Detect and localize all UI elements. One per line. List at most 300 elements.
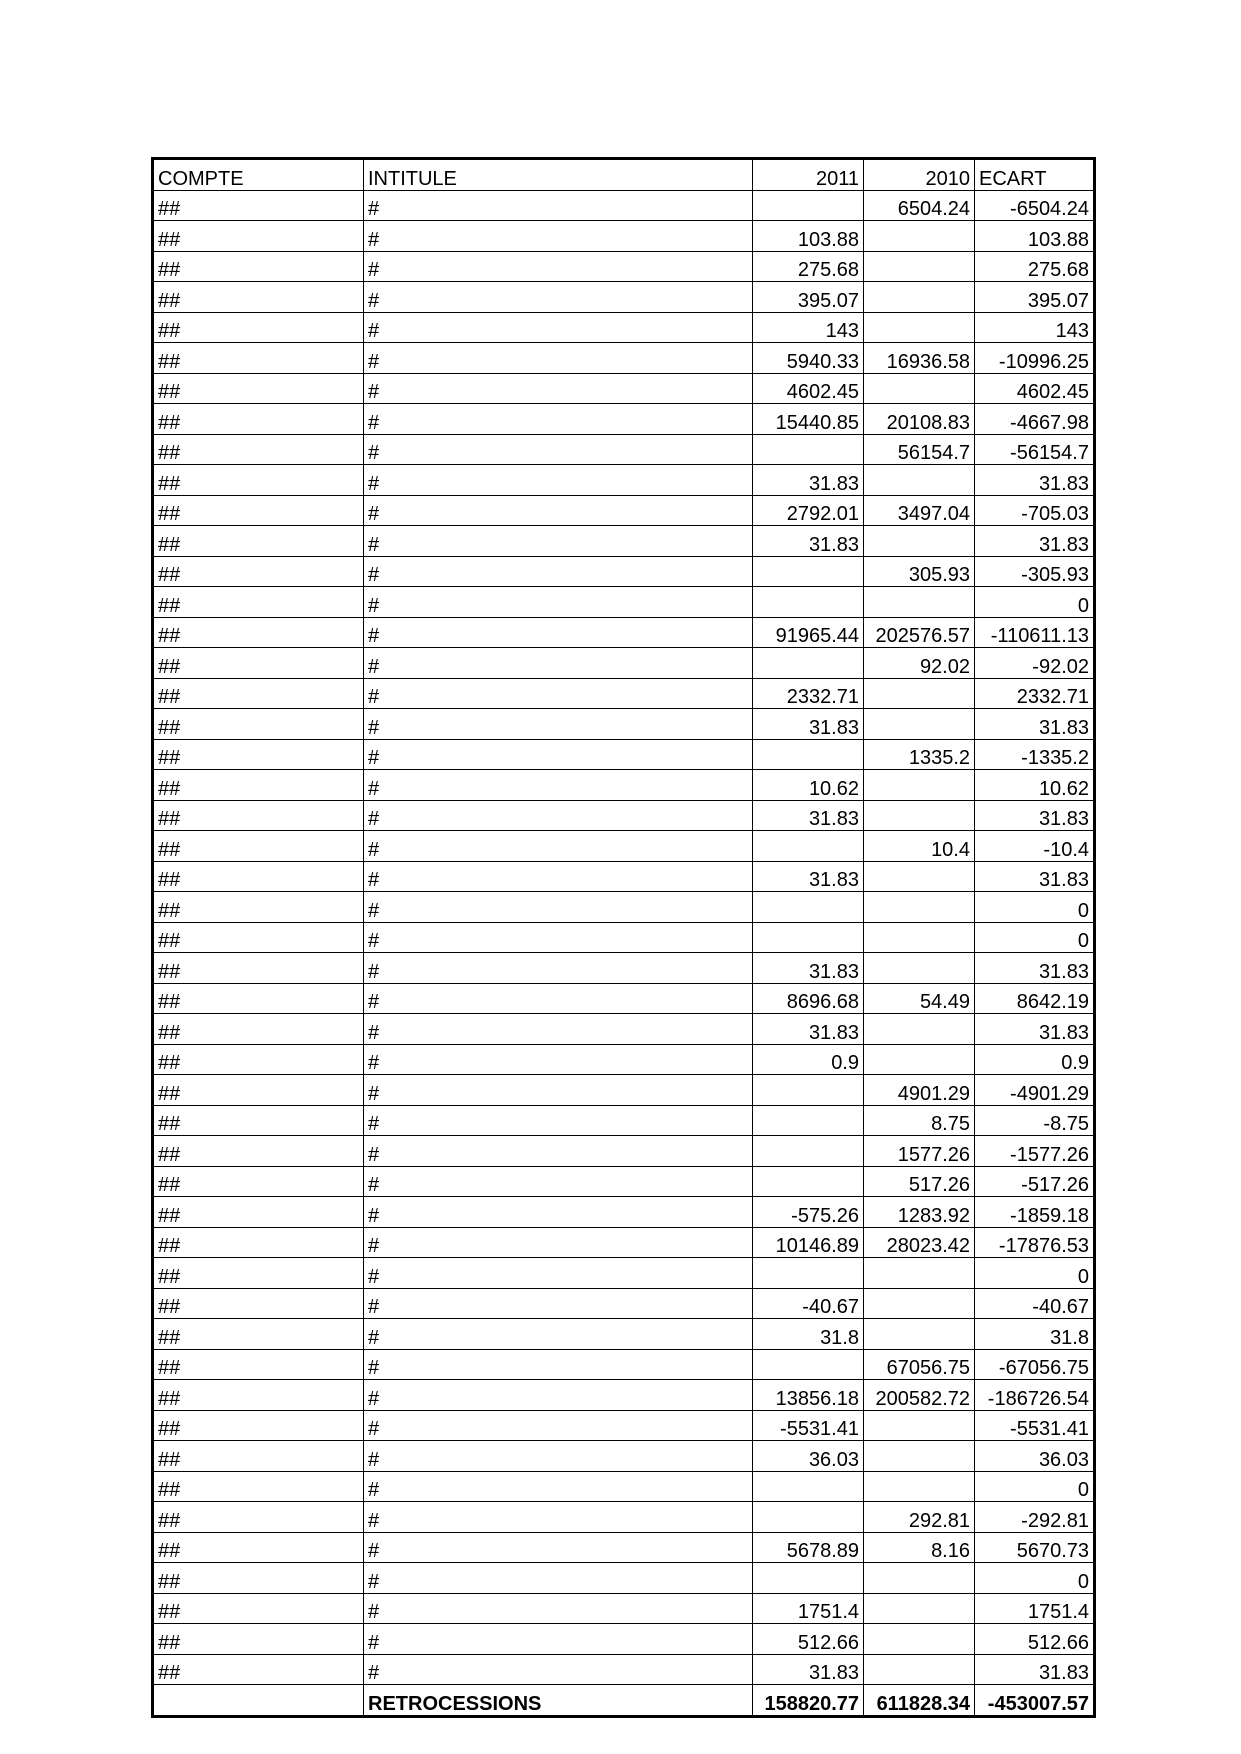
cell-compte: ##: [153, 1136, 364, 1167]
table-row: [153, 861, 1095, 892]
cell-2011: [753, 1502, 864, 1533]
table-row: [153, 1197, 1095, 1228]
cell-ecart: 0: [975, 892, 1095, 923]
cell-ecart: 5670.73: [975, 1532, 1095, 1563]
cell-2011: 31.83: [753, 1654, 864, 1685]
cell-ecart: -8.75: [975, 1105, 1095, 1136]
cell-intitule: #: [364, 892, 753, 923]
cell-intitule: #: [364, 373, 753, 404]
table-row: [153, 1166, 1095, 1197]
cell-intitule: #: [364, 587, 753, 618]
cell-compte: ##: [153, 1075, 364, 1106]
cell-2010: [864, 1593, 975, 1624]
cell-2010: 6504.24: [864, 190, 975, 221]
cell-2010: 8.16: [864, 1532, 975, 1563]
cell-2010: [864, 1044, 975, 1075]
table-row: [153, 1136, 1095, 1167]
cell-ecart: 31.83: [975, 800, 1095, 831]
table-row: [153, 678, 1095, 709]
cell-intitule: #: [364, 251, 753, 282]
table-row: [153, 587, 1095, 618]
cell-intitule: #: [364, 800, 753, 831]
cell-intitule: #: [364, 312, 753, 343]
cell-2011: 10.62: [753, 770, 864, 801]
cell-compte: ##: [153, 1288, 364, 1319]
cell-2010: [864, 1410, 975, 1441]
table-row: [153, 831, 1095, 862]
cell-2011: 5678.89: [753, 1532, 864, 1563]
cell-compte: ##: [153, 1624, 364, 1655]
cell-compte: ##: [153, 434, 364, 465]
cell-2011: 2792.01: [753, 495, 864, 526]
cell-intitule: #: [364, 1258, 753, 1289]
cell-compte: ##: [153, 190, 364, 221]
table-row: [153, 1441, 1095, 1472]
cell-compte: ##: [153, 1044, 364, 1075]
table-row: [153, 1075, 1095, 1106]
cell-2010: 292.81: [864, 1502, 975, 1533]
cell-2011: 91965.44: [753, 617, 864, 648]
cell-2011: [753, 1349, 864, 1380]
header-ecart: ECART: [975, 159, 1095, 191]
cell-intitule: #: [364, 1105, 753, 1136]
cell-2010: [864, 465, 975, 496]
cell-2011: [753, 1166, 864, 1197]
cell-2010: 67056.75: [864, 1349, 975, 1380]
cell-2010: [864, 312, 975, 343]
cell-ecart: -10996.25: [975, 343, 1095, 374]
cell-2011: [753, 556, 864, 587]
table-row: [153, 983, 1095, 1014]
cell-2010: [864, 1288, 975, 1319]
cell-2010: [864, 1471, 975, 1502]
cell-ecart: -305.93: [975, 556, 1095, 587]
table-row: [153, 1502, 1095, 1533]
cell-ecart: 512.66: [975, 1624, 1095, 1655]
cell-2010: 20108.83: [864, 404, 975, 435]
cell-2011: 31.83: [753, 1014, 864, 1045]
table-row: [153, 221, 1095, 252]
cell-2011: [753, 1258, 864, 1289]
cell-intitule: #: [364, 1319, 753, 1350]
cell-compte: ##: [153, 953, 364, 984]
header-intitule: INTITULE: [364, 159, 753, 191]
cell-ecart: -10.4: [975, 831, 1095, 862]
cell-2010: 200582.72: [864, 1380, 975, 1411]
cell-2010: [864, 282, 975, 313]
cell-ecart: 2332.71: [975, 678, 1095, 709]
table-row: [153, 251, 1095, 282]
table-row: [153, 282, 1095, 313]
cell-intitule: #: [364, 1044, 753, 1075]
cell-2011: [753, 1563, 864, 1594]
cell-intitule: #: [364, 953, 753, 984]
cell-intitule: #: [364, 1593, 753, 1624]
spreadsheet-page: [151, 157, 1093, 1718]
cell-ecart: 0.9: [975, 1044, 1095, 1075]
table-row: [153, 800, 1095, 831]
cell-2011: 13856.18: [753, 1380, 864, 1411]
cell-ecart: -705.03: [975, 495, 1095, 526]
cell-2011: 143: [753, 312, 864, 343]
cell-2010: [864, 678, 975, 709]
cell-intitule: #: [364, 709, 753, 740]
cell-2011: -5531.41: [753, 1410, 864, 1441]
cell-ecart: -40.67: [975, 1288, 1095, 1319]
cell-intitule: #: [364, 1014, 753, 1045]
cell-2011: 103.88: [753, 221, 864, 252]
table-row: [153, 709, 1095, 740]
cell-ecart: -4901.29: [975, 1075, 1095, 1106]
total-cell-intitule: RETROCESSIONS: [364, 1685, 753, 1717]
table-row: [153, 1014, 1095, 1045]
cell-intitule: #: [364, 1624, 753, 1655]
cell-compte: ##: [153, 861, 364, 892]
cell-ecart: -5531.41: [975, 1410, 1095, 1441]
header-2010: 2010: [864, 159, 975, 191]
cell-2011: [753, 648, 864, 679]
cell-intitule: #: [364, 831, 753, 862]
total-row: [153, 1685, 1095, 1717]
cell-intitule: #: [364, 1532, 753, 1563]
cell-compte: ##: [153, 648, 364, 679]
cell-2011: 31.83: [753, 800, 864, 831]
cell-intitule: #: [364, 1166, 753, 1197]
cell-2010: 16936.58: [864, 343, 975, 374]
cell-2011: 15440.85: [753, 404, 864, 435]
cell-2010: 8.75: [864, 1105, 975, 1136]
table-row: [153, 1349, 1095, 1380]
cell-2010: 92.02: [864, 648, 975, 679]
cell-intitule: #: [364, 434, 753, 465]
table-row: [153, 556, 1095, 587]
cell-ecart: -4667.98: [975, 404, 1095, 435]
cell-compte: ##: [153, 221, 364, 252]
table-row: [153, 1624, 1095, 1655]
cell-2011: [753, 587, 864, 618]
cell-ecart: 0: [975, 922, 1095, 953]
cell-compte: ##: [153, 1105, 364, 1136]
total-cell-ecart: -453007.57: [975, 1685, 1095, 1717]
cell-ecart: -517.26: [975, 1166, 1095, 1197]
cell-compte: ##: [153, 1441, 364, 1472]
table-row: [153, 1288, 1095, 1319]
cell-compte: ##: [153, 587, 364, 618]
cell-ecart: -17876.53: [975, 1227, 1095, 1258]
cell-2011: 31.83: [753, 465, 864, 496]
cell-ecart: 0: [975, 587, 1095, 618]
cell-ecart: 8642.19: [975, 983, 1095, 1014]
table-row: [153, 1654, 1095, 1685]
cell-intitule: #: [364, 678, 753, 709]
cell-intitule: #: [364, 190, 753, 221]
cell-intitule: #: [364, 556, 753, 587]
table-row: [153, 953, 1095, 984]
table-row: [153, 1410, 1095, 1441]
cell-2011: -575.26: [753, 1197, 864, 1228]
cell-compte: ##: [153, 404, 364, 435]
cell-compte: ##: [153, 1654, 364, 1685]
cell-compte: ##: [153, 1410, 364, 1441]
cell-intitule: #: [364, 1563, 753, 1594]
cell-2010: 10.4: [864, 831, 975, 862]
cell-2010: [864, 373, 975, 404]
cell-compte: ##: [153, 1014, 364, 1045]
cell-ecart: 36.03: [975, 1441, 1095, 1472]
cell-intitule: #: [364, 1441, 753, 1472]
cell-compte: ##: [153, 678, 364, 709]
cell-2010: 202576.57: [864, 617, 975, 648]
cell-2010: [864, 709, 975, 740]
cell-compte: ##: [153, 556, 364, 587]
table-body: [153, 159, 1095, 1717]
table-row: [153, 495, 1095, 526]
cell-2011: 1751.4: [753, 1593, 864, 1624]
cell-ecart: 31.8: [975, 1319, 1095, 1350]
cell-intitule: #: [364, 770, 753, 801]
cell-2010: [864, 251, 975, 282]
cell-2011: 2332.71: [753, 678, 864, 709]
cell-2010: [864, 953, 975, 984]
cell-compte: ##: [153, 1319, 364, 1350]
cell-ecart: -292.81: [975, 1502, 1095, 1533]
cell-ecart: 0: [975, 1258, 1095, 1289]
cell-2010: 1335.2: [864, 739, 975, 770]
table-row: [153, 1044, 1095, 1075]
table-row: [153, 312, 1095, 343]
cell-ecart: 0: [975, 1471, 1095, 1502]
table-row: [153, 1532, 1095, 1563]
cell-2010: 305.93: [864, 556, 975, 587]
cell-2011: 5940.33: [753, 343, 864, 374]
cell-intitule: #: [364, 404, 753, 435]
cell-2010: [864, 587, 975, 618]
cell-2011: [753, 1136, 864, 1167]
cell-2011: [753, 892, 864, 923]
total-cell-compte: [153, 1685, 364, 1717]
cell-compte: ##: [153, 983, 364, 1014]
header-row: [153, 159, 1095, 191]
table-row: [153, 434, 1095, 465]
cell-2010: 1577.26: [864, 1136, 975, 1167]
cell-2011: 275.68: [753, 251, 864, 282]
cell-intitule: #: [364, 495, 753, 526]
cell-2010: [864, 922, 975, 953]
cell-ecart: -6504.24: [975, 190, 1095, 221]
cell-2011: 36.03: [753, 1441, 864, 1472]
cell-2011: [753, 1105, 864, 1136]
table-row: [153, 465, 1095, 496]
cell-compte: ##: [153, 373, 364, 404]
accounts-table: [151, 157, 1096, 1718]
table-row: [153, 1563, 1095, 1594]
cell-ecart: 395.07: [975, 282, 1095, 313]
table-row: [153, 526, 1095, 557]
cell-2010: [864, 526, 975, 557]
cell-intitule: #: [364, 617, 753, 648]
cell-compte: ##: [153, 1227, 364, 1258]
cell-2010: 1283.92: [864, 1197, 975, 1228]
cell-2010: [864, 800, 975, 831]
cell-2011: 395.07: [753, 282, 864, 313]
cell-compte: ##: [153, 831, 364, 862]
cell-2010: 28023.42: [864, 1227, 975, 1258]
cell-compte: ##: [153, 892, 364, 923]
cell-2010: [864, 1563, 975, 1594]
cell-intitule: #: [364, 983, 753, 1014]
cell-compte: ##: [153, 617, 364, 648]
cell-intitule: #: [364, 1654, 753, 1685]
cell-ecart: -110611.13: [975, 617, 1095, 648]
cell-2011: 10146.89: [753, 1227, 864, 1258]
cell-2010: 54.49: [864, 983, 975, 1014]
cell-compte: ##: [153, 465, 364, 496]
cell-intitule: #: [364, 1471, 753, 1502]
table-row: [153, 1471, 1095, 1502]
cell-2011: [753, 1075, 864, 1106]
cell-2010: 56154.7: [864, 434, 975, 465]
cell-compte: ##: [153, 343, 364, 374]
cell-2011: 4602.45: [753, 373, 864, 404]
cell-2011: 8696.68: [753, 983, 864, 1014]
cell-2010: [864, 1258, 975, 1289]
cell-compte: ##: [153, 1258, 364, 1289]
cell-ecart: -186726.54: [975, 1380, 1095, 1411]
table-row: [153, 892, 1095, 923]
cell-intitule: #: [364, 221, 753, 252]
cell-intitule: #: [364, 343, 753, 374]
table-row: [153, 739, 1095, 770]
cell-2011: 31.83: [753, 709, 864, 740]
cell-2011: [753, 190, 864, 221]
cell-2010: 3497.04: [864, 495, 975, 526]
cell-ecart: 31.83: [975, 1654, 1095, 1685]
cell-2010: [864, 892, 975, 923]
table-row: [153, 1593, 1095, 1624]
table-row: [153, 1258, 1095, 1289]
cell-2010: [864, 1014, 975, 1045]
cell-compte: ##: [153, 1471, 364, 1502]
cell-ecart: -67056.75: [975, 1349, 1095, 1380]
cell-2010: 517.26: [864, 1166, 975, 1197]
cell-intitule: #: [364, 1075, 753, 1106]
cell-ecart: 31.83: [975, 1014, 1095, 1045]
cell-compte: ##: [153, 282, 364, 313]
cell-ecart: 31.83: [975, 709, 1095, 740]
total-cell-2010: 611828.34: [864, 1685, 975, 1717]
cell-ecart: -56154.7: [975, 434, 1095, 465]
cell-intitule: #: [364, 1197, 753, 1228]
cell-compte: ##: [153, 770, 364, 801]
cell-intitule: #: [364, 861, 753, 892]
table-row: [153, 1105, 1095, 1136]
cell-ecart: 4602.45: [975, 373, 1095, 404]
cell-ecart: 275.68: [975, 251, 1095, 282]
cell-compte: ##: [153, 1502, 364, 1533]
cell-compte: ##: [153, 1593, 364, 1624]
cell-compte: ##: [153, 922, 364, 953]
cell-2011: 31.83: [753, 526, 864, 557]
cell-compte: ##: [153, 739, 364, 770]
cell-2011: 512.66: [753, 1624, 864, 1655]
cell-ecart: -92.02: [975, 648, 1095, 679]
cell-ecart: 143: [975, 312, 1095, 343]
table-row: [153, 770, 1095, 801]
header-2011: 2011: [753, 159, 864, 191]
table-row: [153, 1319, 1095, 1350]
header-compte: COMPTE: [153, 159, 364, 191]
cell-intitule: #: [364, 1410, 753, 1441]
cell-intitule: #: [364, 526, 753, 557]
table-row: [153, 190, 1095, 221]
cell-2011: 31.83: [753, 953, 864, 984]
cell-ecart: 103.88: [975, 221, 1095, 252]
cell-intitule: #: [364, 648, 753, 679]
cell-intitule: #: [364, 1380, 753, 1411]
cell-compte: ##: [153, 312, 364, 343]
cell-intitule: #: [364, 1227, 753, 1258]
cell-2011: [753, 739, 864, 770]
table-row: [153, 922, 1095, 953]
cell-2010: [864, 1319, 975, 1350]
cell-2011: 31.83: [753, 861, 864, 892]
cell-compte: ##: [153, 800, 364, 831]
cell-2011: 0.9: [753, 1044, 864, 1075]
cell-2011: [753, 434, 864, 465]
table-row: [153, 648, 1095, 679]
table-row: [153, 373, 1095, 404]
cell-compte: ##: [153, 1532, 364, 1563]
cell-ecart: -1335.2: [975, 739, 1095, 770]
cell-ecart: 31.83: [975, 953, 1095, 984]
cell-intitule: #: [364, 739, 753, 770]
cell-2011: [753, 831, 864, 862]
cell-2011: [753, 1471, 864, 1502]
cell-ecart: 1751.4: [975, 1593, 1095, 1624]
cell-ecart: 31.83: [975, 465, 1095, 496]
cell-2011: 31.8: [753, 1319, 864, 1350]
table-row: [153, 1227, 1095, 1258]
cell-2010: [864, 770, 975, 801]
cell-2010: [864, 1624, 975, 1655]
cell-intitule: #: [364, 1288, 753, 1319]
cell-compte: ##: [153, 1563, 364, 1594]
cell-compte: ##: [153, 709, 364, 740]
cell-compte: ##: [153, 1380, 364, 1411]
cell-2011: [753, 922, 864, 953]
cell-ecart: 31.83: [975, 526, 1095, 557]
cell-ecart: -1859.18: [975, 1197, 1095, 1228]
cell-compte: ##: [153, 251, 364, 282]
cell-intitule: #: [364, 1136, 753, 1167]
cell-ecart: 10.62: [975, 770, 1095, 801]
cell-2010: [864, 1441, 975, 1472]
cell-compte: ##: [153, 526, 364, 557]
cell-compte: ##: [153, 1349, 364, 1380]
cell-compte: ##: [153, 495, 364, 526]
cell-compte: ##: [153, 1166, 364, 1197]
cell-2011: -40.67: [753, 1288, 864, 1319]
cell-intitule: #: [364, 1502, 753, 1533]
cell-2010: [864, 1654, 975, 1685]
table-row: [153, 1380, 1095, 1411]
table-row: [153, 343, 1095, 374]
cell-ecart: 31.83: [975, 861, 1095, 892]
cell-2010: [864, 861, 975, 892]
cell-intitule: #: [364, 1349, 753, 1380]
cell-ecart: 0: [975, 1563, 1095, 1594]
cell-intitule: #: [364, 922, 753, 953]
